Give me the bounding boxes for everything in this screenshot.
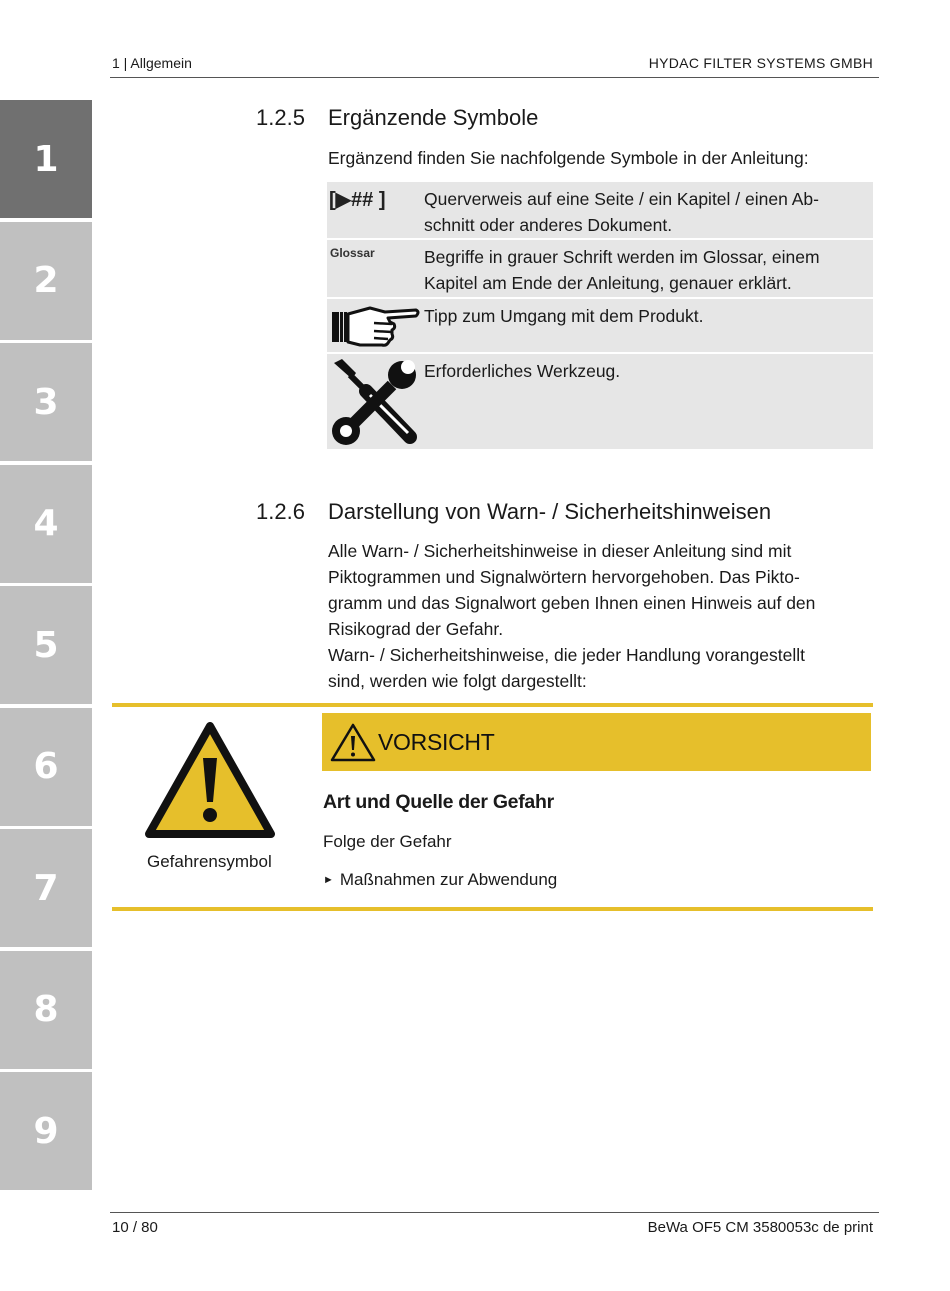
chapter-tab-4[interactable]: 4 xyxy=(0,465,92,583)
section-title: Darstellung von Warn- / Sicherheitshinweisen xyxy=(328,499,772,524)
chapter-tab-3[interactable]: 3 xyxy=(0,343,92,461)
section-title: Ergänzende Symbole xyxy=(328,105,539,130)
document-id: BeWa OF5 CM 3580053c de print xyxy=(647,1219,873,1236)
symbol-row xyxy=(327,299,873,354)
symbol-cell xyxy=(327,182,424,238)
signal-word-bar xyxy=(322,713,871,771)
chapter-tabs xyxy=(0,100,92,1194)
paragraph-line: gramm und das Signalwort geben Ihnen einen Hinweis auf den xyxy=(328,593,816,613)
warning-bottom-rule xyxy=(112,907,873,911)
header-company: HYDAC FILTER SYSTEMS GMBH xyxy=(648,55,873,71)
pointing-hand-icon xyxy=(330,302,422,350)
paragraph-line: Alle Warn- / Sicherheitshinweise in dieser Anleitung sind mit xyxy=(328,541,792,561)
chapter-tab-9[interactable]: 9 xyxy=(0,1072,92,1190)
section-intro: Ergänzend finden Sie nachfolgende Symbole in der Anleitung: xyxy=(328,148,809,168)
signal-word: VORSICHT xyxy=(378,728,495,755)
symbol-cell xyxy=(327,299,424,352)
symbol-description: Begriffe in grauer Schrift werden im Glossar, einem Kapitel am Ende der Anleitung, genauer erklärt. xyxy=(424,247,820,293)
paragraph-line: Piktogrammen und Signalwörtern hervorgehoben. Das Pikto- xyxy=(328,567,800,587)
symbol-cell xyxy=(327,240,424,297)
tools-icon xyxy=(330,357,420,447)
symbol-table xyxy=(327,182,873,451)
footer-divider xyxy=(110,1212,879,1213)
symbol-row xyxy=(327,354,873,451)
section-number: 1.2.6 xyxy=(256,499,305,524)
hazard-consequence: Folge der Gefahr xyxy=(323,832,452,851)
hazard-heading: Art und Quelle der Gefahr xyxy=(323,791,554,813)
header-chapter: 1 | Allgemein xyxy=(112,55,192,71)
glossar-label: Glossar xyxy=(330,246,375,260)
symbol-row xyxy=(327,182,873,240)
header-divider xyxy=(110,77,879,78)
chapter-tab-1[interactable]: 1 xyxy=(0,100,92,218)
cross-reference-icon: [▶## ] xyxy=(329,189,386,211)
paragraph-line: Warn- / Sicherheitshinweise, die jeder Handlung vorangestellt xyxy=(328,645,805,665)
symbol-row xyxy=(327,240,873,299)
warning-triangle-icon xyxy=(330,722,376,762)
bullet-arrow-icon: ► xyxy=(323,874,334,886)
chapter-tab-7[interactable]: 7 xyxy=(0,829,92,947)
section-number: 1.2.5 xyxy=(256,105,305,130)
section-paragraph xyxy=(328,538,878,694)
symbol-description: Tipp zum Umgang mit dem Produkt. xyxy=(424,306,704,326)
warning-top-rule xyxy=(112,703,873,707)
page-number: 10 / 80 xyxy=(112,1219,158,1236)
symbol-description: Erforderliches Werkzeug. xyxy=(424,361,621,381)
hazard-warning-icon xyxy=(145,722,275,838)
measure-text: Maßnahmen zur Abwendung xyxy=(339,870,558,889)
paragraph-line: sind, werden wie folgt dargestellt: xyxy=(328,671,587,691)
hazard-caption: Gefahrensymbol xyxy=(147,852,272,871)
paragraph-line: Risikograd der Gefahr. xyxy=(328,619,504,639)
chapter-tab-6[interactable]: 6 xyxy=(0,708,92,826)
symbol-cell xyxy=(327,354,424,449)
chapter-tab-8[interactable]: 8 xyxy=(0,951,92,1069)
chapter-tab-2[interactable]: 2 xyxy=(0,222,92,340)
chapter-tab-5[interactable]: 5 xyxy=(0,586,92,704)
hazard-measure xyxy=(323,870,557,890)
symbol-description: Querverweis auf eine Seite / ein Kapitel / einen Ab-schnitt oder anderes Dokument. xyxy=(424,189,819,235)
